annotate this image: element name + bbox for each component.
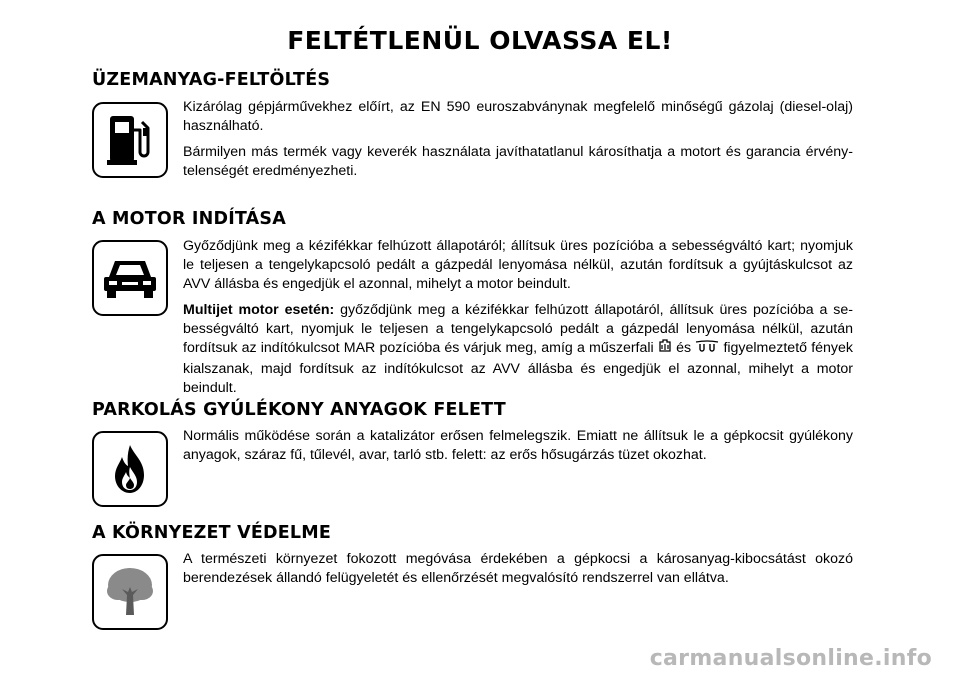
section-heading-parking: PARKOLÁS GYÚLÉKONY ANYAGOK FELETT (92, 400, 506, 420)
multijet-label: Multijet motor esetén: (183, 302, 335, 318)
car-front-icon (92, 240, 168, 316)
section-heading-environment: A KÖRNYEZET VÉDELME (92, 523, 332, 543)
paragraph: Normális működése során a katalizátor erősen felmelegszik. Emiatt ne állítsuk le a gépkocsit gyúlékony anyagok, száraz fű, tűlevél, avar, tarló stb. felett: az erős hősugárzás tüzet okozhat. (183, 428, 853, 463)
glow-plug-icon (695, 340, 719, 360)
section-body-parking (183, 427, 853, 472)
section-heading-fuel: ÜZEMANYAG-FELTÖLTÉS (92, 70, 331, 90)
fuel-pump-icon (92, 102, 168, 178)
paragraph: Bármilyen más termék vagy keverék használata javíthatatlanul károsíthatja a motort és garancia érvénytelenségét eredményezheti. (183, 144, 853, 179)
section-heading-engine-start: A MOTOR INDÍTÁSA (92, 209, 286, 229)
multijet-text: győződjünk meg a kézifékkar felhúzott állapotáról, állítsuk üres pozícióba a sebességváltó kart, nyomjuk le teljesen a tengelykapcsoló pedált a gázpedál lenyomása nélkül, azután fordítsuk az indítókulcsot MAR pozícióba és várjuk meg, amíg a műszerfali (183, 302, 854, 356)
paragraph-multijet (183, 301, 853, 398)
multijet-and: és (676, 340, 692, 356)
section-body-engine-start (183, 237, 853, 405)
paragraph: Győződjünk meg a kézifékkar felhúzott állapotáról; állítsuk üres pozícióba a sebességváltó kart; nyomjuk le teljesen a tengelykapcsoló pedált a gázpedál lenyomása nélkül, azután fordítsuk a gyújtáskulcsot az AVV állásba és engedjük el azonnal, mihelyt a motor beindult. (183, 238, 853, 292)
section-body-environment (183, 550, 853, 595)
multijet-text: figyelmeztető fények kialszanak, majd fordítsuk az indítókulcsot az AVV állásba és engedjük el azonnal, mihelyt a motor beindult. (183, 340, 853, 396)
page-title: FELTÉTLENÜL OLVASSA EL! (287, 26, 673, 55)
section-body-fuel (183, 98, 853, 188)
paragraph: Kizárólag gépjárművekhez előírt, az EN 590 euroszabványnak megfelelő minőségű gázolaj (diesel-olaj) használható. (183, 99, 853, 134)
paragraph: A természeti környezet fokozott megóvása érdekében a gépkocsi a károsanyag-kibocsátást okozó berendezések állandó felügyeletét és ellenőrzését megvalósító rendszerrel van ellátva. (183, 551, 853, 586)
tree-icon (92, 554, 168, 630)
watermark: carmanualsonline.info (649, 646, 932, 671)
flame-icon (92, 431, 168, 507)
engine-warning-icon (658, 339, 672, 360)
